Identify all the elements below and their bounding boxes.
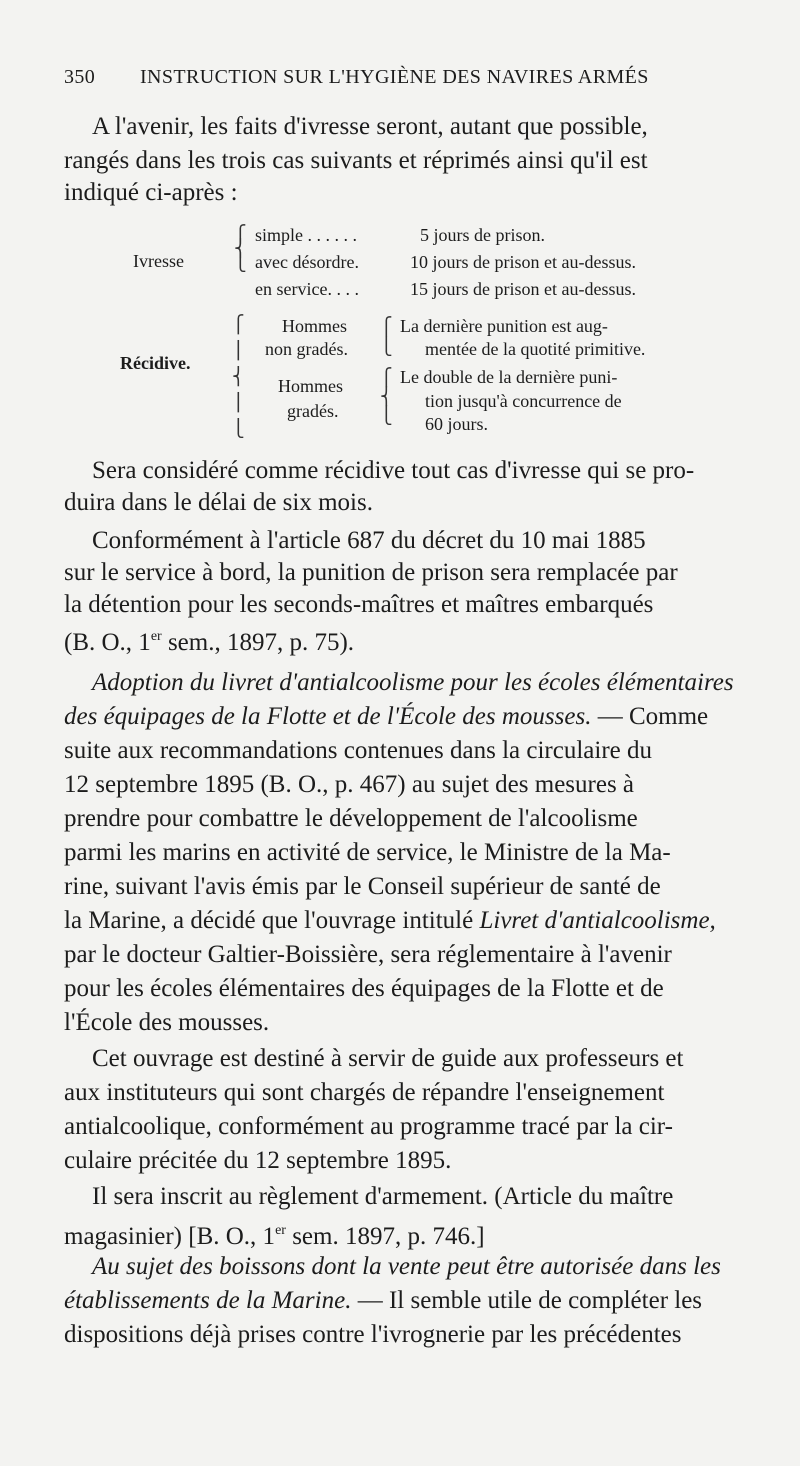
p5-line-1: Il sera inscrit au règlement d'armement. (Article du maître — [92, 1183, 674, 1210]
p6-title-line-1: Au sujet des boissons dont la vente peut être autorisée dans les — [92, 1253, 721, 1280]
p4-line-4: culaire précitée du 12 septembre 1895. — [64, 1147, 452, 1174]
p2-line-3: la détention pour les seconds-maîtres et maîtres embarqués — [64, 591, 654, 618]
ivresse-penalty-3: 15 jours de prison et au-dessus. — [410, 279, 636, 299]
recidive-who-1a: Hommes — [282, 316, 347, 336]
p4-line-1: Cet ouvrage est destiné à servir de guide aux professeurs et — [92, 1045, 684, 1072]
p2-line-1: Conformément à l'article 687 du décret du 10 mai 1885 — [92, 527, 646, 554]
p3-line-9: par le docteur Galtier-Boissière, sera réglementaire à l'avenir — [64, 941, 672, 968]
p6-title-line-2: établissements de la Marine. — Il semble utile de compléter les — [64, 1287, 703, 1314]
p3-line-3: suite aux recommandations contenues dans la circulaire du — [64, 737, 652, 764]
recidive-penalty-1a: La dernière punition est aug- — [400, 316, 608, 336]
p3-line-7: rine, suivant l'avis émis par le Conseil supérieur de santé de — [64, 873, 661, 900]
ivresse-penalty-2: 10 jours de prison et au-dessus. — [410, 252, 636, 272]
recidive-brace-1: ⎧ ⎩ — [380, 317, 393, 356]
p3-line-10: pour les écoles élémentaires des équipages de la Flotte et de — [64, 975, 664, 1002]
recidive-brace-2: ⎧ ⎨ ⎩ — [380, 368, 393, 425]
recidive-who-2b: gradés. — [287, 401, 339, 421]
p4-line-3: antialcoolique, conformément au programme tracé par la cir- — [64, 1113, 673, 1140]
running-title: INSTRUCTION SUR L'HYGIÈNE DES NAVIRES ARMÉS — [140, 66, 649, 88]
p3-line-11: l'École des mousses. — [64, 1009, 270, 1036]
ivresse-brace: ⎧ ⎨ ⎩ — [234, 225, 247, 272]
ivresse-case-3: en service. . . . — [255, 279, 359, 299]
recidive-brace: ⎧ ⎪ ⎨ ⎪ ⎩ — [232, 315, 245, 438]
page-number: 350 — [64, 66, 96, 88]
p6-line-3: dispositions déjà prises contre l'ivrognerie par les précédentes — [64, 1321, 682, 1348]
ivresse-label: Ivresse — [133, 251, 184, 271]
p3-line-6: parmi les marins en activité de service, le Ministre de la Ma- — [64, 839, 671, 866]
recidive-penalty-2b: tion jusqu'à concurrence de — [425, 391, 622, 411]
p3-title-line-1: Adoption du livret d'antialcoolisme pour les écoles élémentaires — [92, 669, 734, 696]
p3-line-8: la Marine, a décidé que l'ouvrage intitulé Livret d'antialcoolisme, — [64, 907, 716, 934]
recidive-penalty-2a: Le double de la dernière puni- — [400, 367, 618, 387]
p3-line-4: 12 septembre 1895 (B. O., p. 467) au sujet des mesures à — [64, 771, 635, 798]
p2-line-2: sur le service à bord, la punition de prison sera remplacée par — [64, 559, 678, 586]
recidive-penalty-2c: 60 jours. — [425, 414, 488, 434]
ivresse-penalty-1: 5 jours de prison. — [420, 225, 545, 245]
p1-line-2: duira dans le délai de six mois. — [64, 489, 373, 516]
intro-line-2: rangés dans les trois cas suivants et réprimés ainsi qu'il est — [64, 147, 648, 174]
ivresse-case-2: avec désordre. — [255, 252, 359, 272]
recidive-who-2a: Hommes — [278, 376, 343, 396]
intro-line-1: A l'avenir, les faits d'ivresse seront, autant que possible, — [92, 113, 648, 140]
recidive-label: Récidive. — [120, 353, 191, 373]
p4-line-2: aux instituteurs qui sont chargés de répandre l'enseignement — [64, 1079, 665, 1106]
p1-line-1: Sera considéré comme récidive tout cas d'ivresse qui se pro- — [92, 457, 695, 484]
p5-line-2: magasinier) [B. O., 1er sem. 1897, p. 746.] — [64, 1223, 485, 1250]
recidive-penalty-1b: mentée de la quotité primitive. — [425, 339, 646, 359]
p3-line-5: prendre pour combattre le développement de l'alcoolisme — [64, 805, 638, 832]
intro-line-3: indiqué ci-après : — [64, 179, 238, 206]
recidive-who-1b: non gradés. — [265, 339, 348, 359]
ivresse-case-1: simple . . . . . . — [255, 225, 357, 245]
p3-title-line-2: des équipages de la Flotte et de l'École des mousses. — Comme — [64, 703, 709, 730]
p2-line-4: (B. O., 1er sem., 1897, p. 75). — [64, 629, 355, 656]
